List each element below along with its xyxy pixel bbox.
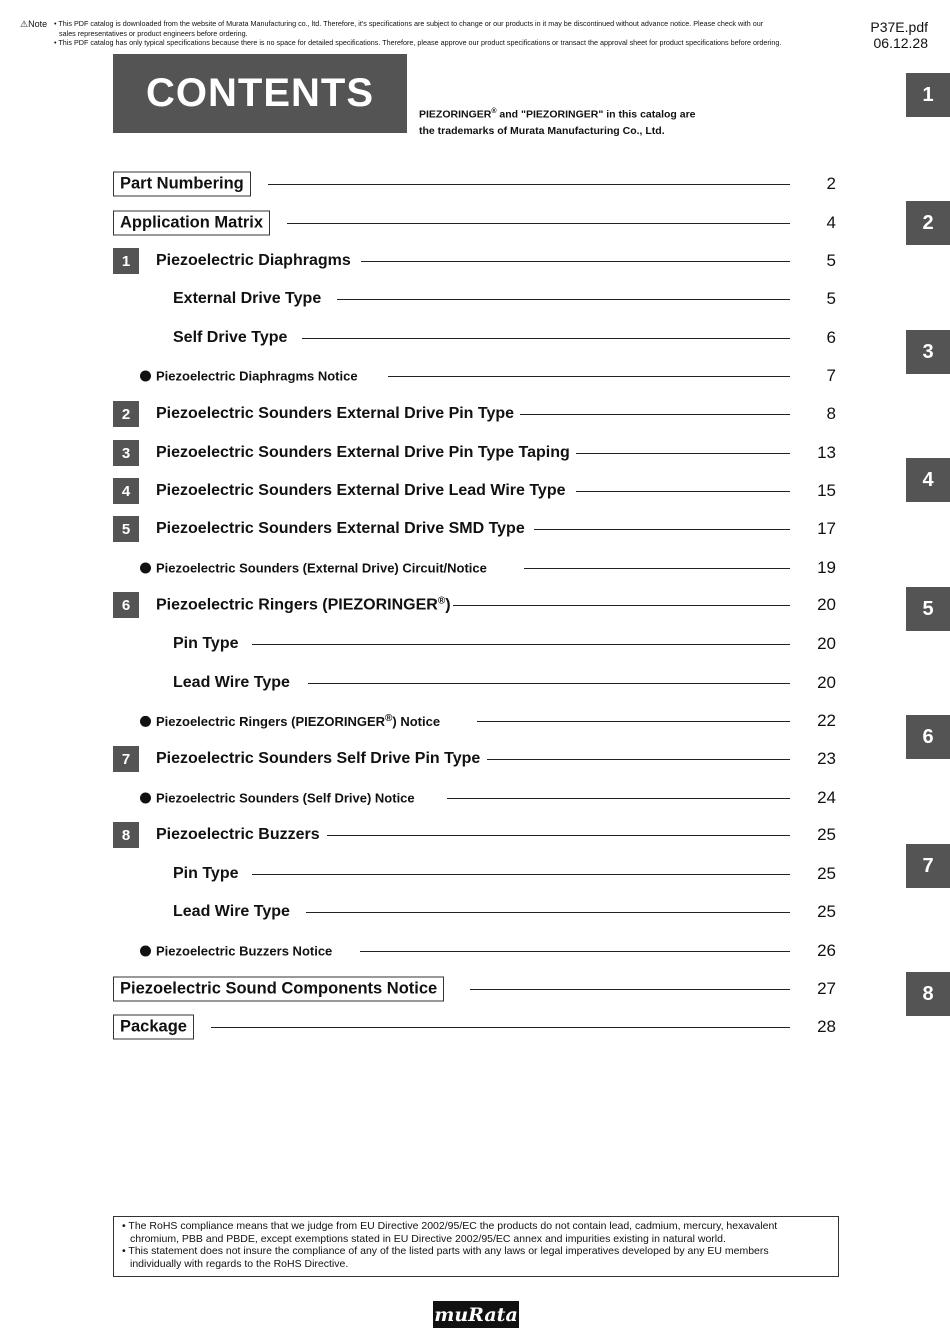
toc-label[interactable]: Piezoelectric Sounders External Drive SMD Type <box>156 520 525 537</box>
side-tab-5[interactable]: 5 <box>906 587 950 631</box>
toc-label-text: ) Notice <box>392 714 441 730</box>
rohs-line: individually with regards to the RoHS Directive. <box>130 1257 349 1270</box>
note-label: ⚠Note <box>20 19 48 29</box>
toc-label[interactable] <box>140 369 358 384</box>
leader-line <box>470 989 790 990</box>
toc-entry-s8-lead-wire[interactable] <box>0 898 950 926</box>
bullet-icon <box>140 716 151 727</box>
side-tab-8[interactable]: 8 <box>906 972 950 1016</box>
toc-page: 25 <box>817 902 836 921</box>
toc-page: 20 <box>817 634 836 653</box>
side-tab-2[interactable]: 2 <box>906 201 950 245</box>
trademark-text: the trademarks of Murata Manufacturing Co., Ltd. <box>419 124 665 137</box>
toc-page: 5 <box>826 251 836 270</box>
leader-line <box>252 874 790 875</box>
leader-line <box>388 376 790 377</box>
toc-entry-s1-self-drive[interactable] <box>0 324 950 352</box>
section-number-badge: 2 <box>113 401 139 427</box>
side-tab-3[interactable]: 3 <box>906 330 950 374</box>
bullet-icon <box>140 563 151 574</box>
leader-line <box>252 644 790 645</box>
rohs-line: • The RoHS compliance means that we judge from EU Directive 2002/95/EC the products do not contain lead, cadmium, mercury, hexavalent <box>122 1220 778 1232</box>
toc-page: 28 <box>817 1017 836 1036</box>
registered-mark: ® <box>491 108 497 115</box>
trademark-text: and "PIEZORINGER" in this catalog are <box>496 108 696 121</box>
leader-line <box>520 414 790 415</box>
section-number-badge: 4 <box>113 478 139 504</box>
toc-entry-section-3[interactable] <box>0 439 950 467</box>
toc-page: 2 <box>826 174 836 193</box>
side-tab-6[interactable]: 6 <box>906 715 950 759</box>
leader-line <box>306 912 790 913</box>
toc-label-text: Piezoelectric Sounders (External Drive) Circuit/Notice <box>156 560 487 576</box>
toc-label-text: Piezoelectric Ringers (PIEZORINGER <box>156 714 386 730</box>
note-line: sales representatives or product engineers before ordering. <box>59 28 248 38</box>
toc-entry-s7-notice[interactable] <box>0 784 950 812</box>
toc-label[interactable]: Package <box>113 1015 194 1040</box>
side-tab-7[interactable]: 7 <box>906 844 950 888</box>
toc-page: 25 <box>817 825 836 844</box>
toc-page: 8 <box>826 404 836 423</box>
toc-entry-s1-external-drive[interactable] <box>0 285 950 313</box>
rohs-notice <box>113 1216 839 1277</box>
leader-line <box>211 1027 790 1028</box>
toc-entry-s8-notice[interactable] <box>0 937 950 965</box>
leader-line <box>287 223 790 224</box>
toc-page: 19 <box>817 558 836 577</box>
toc-label[interactable] <box>140 713 440 729</box>
toc-label[interactable]: Piezoelectric Sound Components Notice <box>113 977 444 1002</box>
toc-label[interactable] <box>140 944 332 959</box>
leader-line <box>268 184 790 185</box>
toc-label[interactable]: Pin Type <box>173 635 239 652</box>
leader-line <box>576 453 790 454</box>
toc-entry-sound-components-notice[interactable] <box>0 975 950 1003</box>
toc-entry-section-7[interactable] <box>0 745 950 773</box>
toc-label-text: Piezoelectric Sounders (Self Drive) Notice <box>156 790 415 806</box>
section-number-badge: 5 <box>113 516 139 542</box>
bullet-icon <box>140 946 151 957</box>
note-line: • This PDF catalog has only typical specifications because there is no space for detailed specifications. Therefore, please approve our product specifications or transact the approval sheet for product specifications before ordering. <box>54 38 782 47</box>
leader-line <box>453 605 790 606</box>
murata-logo: muRata <box>433 1301 519 1328</box>
toc-page: 5 <box>826 289 836 308</box>
leader-line <box>447 798 790 799</box>
toc-page: 4 <box>826 213 836 232</box>
toc-page: 26 <box>817 941 836 960</box>
leader-line <box>487 759 790 760</box>
trademark-text: PIEZORINGER <box>419 108 492 121</box>
toc-page: 20 <box>817 595 836 614</box>
section-number-badge: 7 <box>113 746 139 772</box>
bullet-icon <box>140 371 151 382</box>
toc-page: 27 <box>817 979 836 998</box>
toc-label[interactable]: External Drive Type <box>173 290 322 307</box>
toc-page: 6 <box>826 328 836 347</box>
registered-mark: ® <box>437 595 446 607</box>
disclaimer-note <box>54 19 869 48</box>
pdf-date: 06.12.28 <box>873 35 928 51</box>
toc-label-text: Piezoelectric Buzzers Notice <box>156 943 333 959</box>
toc-page: 20 <box>817 673 836 692</box>
side-tab-1[interactable]: 1 <box>906 73 950 117</box>
toc-label[interactable] <box>140 561 487 576</box>
toc-label[interactable]: Part Numbering <box>113 172 251 197</box>
toc-entry-s5-notice[interactable] <box>0 554 950 582</box>
toc-page: 23 <box>817 749 836 768</box>
leader-line <box>576 491 790 492</box>
toc-label[interactable]: Application Matrix <box>113 211 270 236</box>
toc-label[interactable]: Lead Wire Type <box>173 903 290 920</box>
toc-entry-s1-notice[interactable] <box>0 362 950 390</box>
registered-mark: ® <box>385 712 393 724</box>
toc-label-text: Piezoelectric Diaphragms Notice <box>156 368 358 384</box>
leader-line <box>534 529 790 530</box>
toc-entry-package[interactable] <box>0 1013 950 1041</box>
toc-label-text: Piezoelectric Ringers (PIEZORINGER <box>156 596 438 614</box>
pdf-filename: P37E.pdf <box>870 19 928 35</box>
toc-label-text: ) <box>445 596 451 614</box>
bullet-icon <box>140 793 151 804</box>
toc-entry-section-8[interactable] <box>0 821 950 849</box>
section-number-badge: 8 <box>113 822 139 848</box>
toc-entry-s8-pin-type[interactable] <box>0 860 950 888</box>
toc-entry-part-numbering[interactable] <box>0 170 950 198</box>
toc-page: 24 <box>817 788 836 807</box>
trademark-notice <box>419 104 696 139</box>
section-number-badge: 1 <box>113 248 139 274</box>
section-number-badge: 3 <box>113 440 139 466</box>
toc-label[interactable]: Piezoelectric Sounders Self Drive Pin Type <box>156 750 481 767</box>
toc-label[interactable]: Piezoelectric Sounders External Drive Pin Type Taping <box>156 444 570 461</box>
toc-label[interactable]: Piezoelectric Sounders External Drive Pin Type <box>156 405 515 422</box>
leader-line <box>327 835 790 836</box>
toc-entry-s6-notice[interactable] <box>0 707 950 735</box>
leader-line <box>477 721 790 722</box>
toc-entry-section-6[interactable] <box>0 591 950 619</box>
toc-entry-s6-lead-wire[interactable] <box>0 669 950 697</box>
toc-entry-s6-pin-type[interactable] <box>0 630 950 658</box>
toc-label[interactable]: Self Drive Type <box>173 329 288 346</box>
toc-label[interactable]: Piezoelectric Diaphragms <box>156 252 351 269</box>
toc-entry-section-1[interactable] <box>0 247 950 275</box>
page-title: CONTENTS <box>113 54 407 133</box>
toc-label[interactable]: Pin Type <box>173 865 239 882</box>
note-line: • This PDF catalog is downloaded from the website of Murata Manufacturing co., ltd. Therefore, it's specifications are subject to change or our products in it may be discontinued without advance notice. Please check with our <box>54 19 764 28</box>
toc-page: 25 <box>817 864 836 883</box>
toc-entry-section-2[interactable] <box>0 400 950 428</box>
toc-label[interactable]: Piezoelectric Buzzers <box>156 826 320 843</box>
leader-line <box>524 568 790 569</box>
toc-label[interactable]: Lead Wire Type <box>173 674 290 691</box>
toc-label[interactable]: Piezoelectric Sounders External Drive Lead Wire Type <box>156 482 566 499</box>
toc-label[interactable] <box>140 791 415 806</box>
leader-line <box>302 338 790 339</box>
leader-line <box>361 261 790 262</box>
toc-entry-section-5[interactable] <box>0 515 950 543</box>
leader-line <box>308 683 790 684</box>
toc-entry-section-4[interactable] <box>0 477 950 505</box>
toc-entry-application-matrix[interactable] <box>0 209 950 237</box>
toc-page: 15 <box>817 481 836 500</box>
leader-line <box>360 951 790 952</box>
leader-line <box>337 299 790 300</box>
toc-page: 22 <box>817 711 836 730</box>
section-number-badge: 6 <box>113 592 139 618</box>
rohs-line: chromium, PBB and PBDE, except exemptions stated in EU Directive 2002/95/EC annex and impurities existing in natural world. <box>130 1232 726 1245</box>
toc-page: 17 <box>817 519 836 538</box>
toc-page: 7 <box>826 366 836 385</box>
side-tab-4[interactable]: 4 <box>906 458 950 502</box>
rohs-line: • This statement does not insure the compliance of any of the listed parts with any laws or legal imperatives developed by any EU members <box>122 1245 769 1257</box>
pdf-info <box>870 19 928 51</box>
toc-label[interactable] <box>156 595 451 614</box>
toc-page: 13 <box>817 443 836 462</box>
